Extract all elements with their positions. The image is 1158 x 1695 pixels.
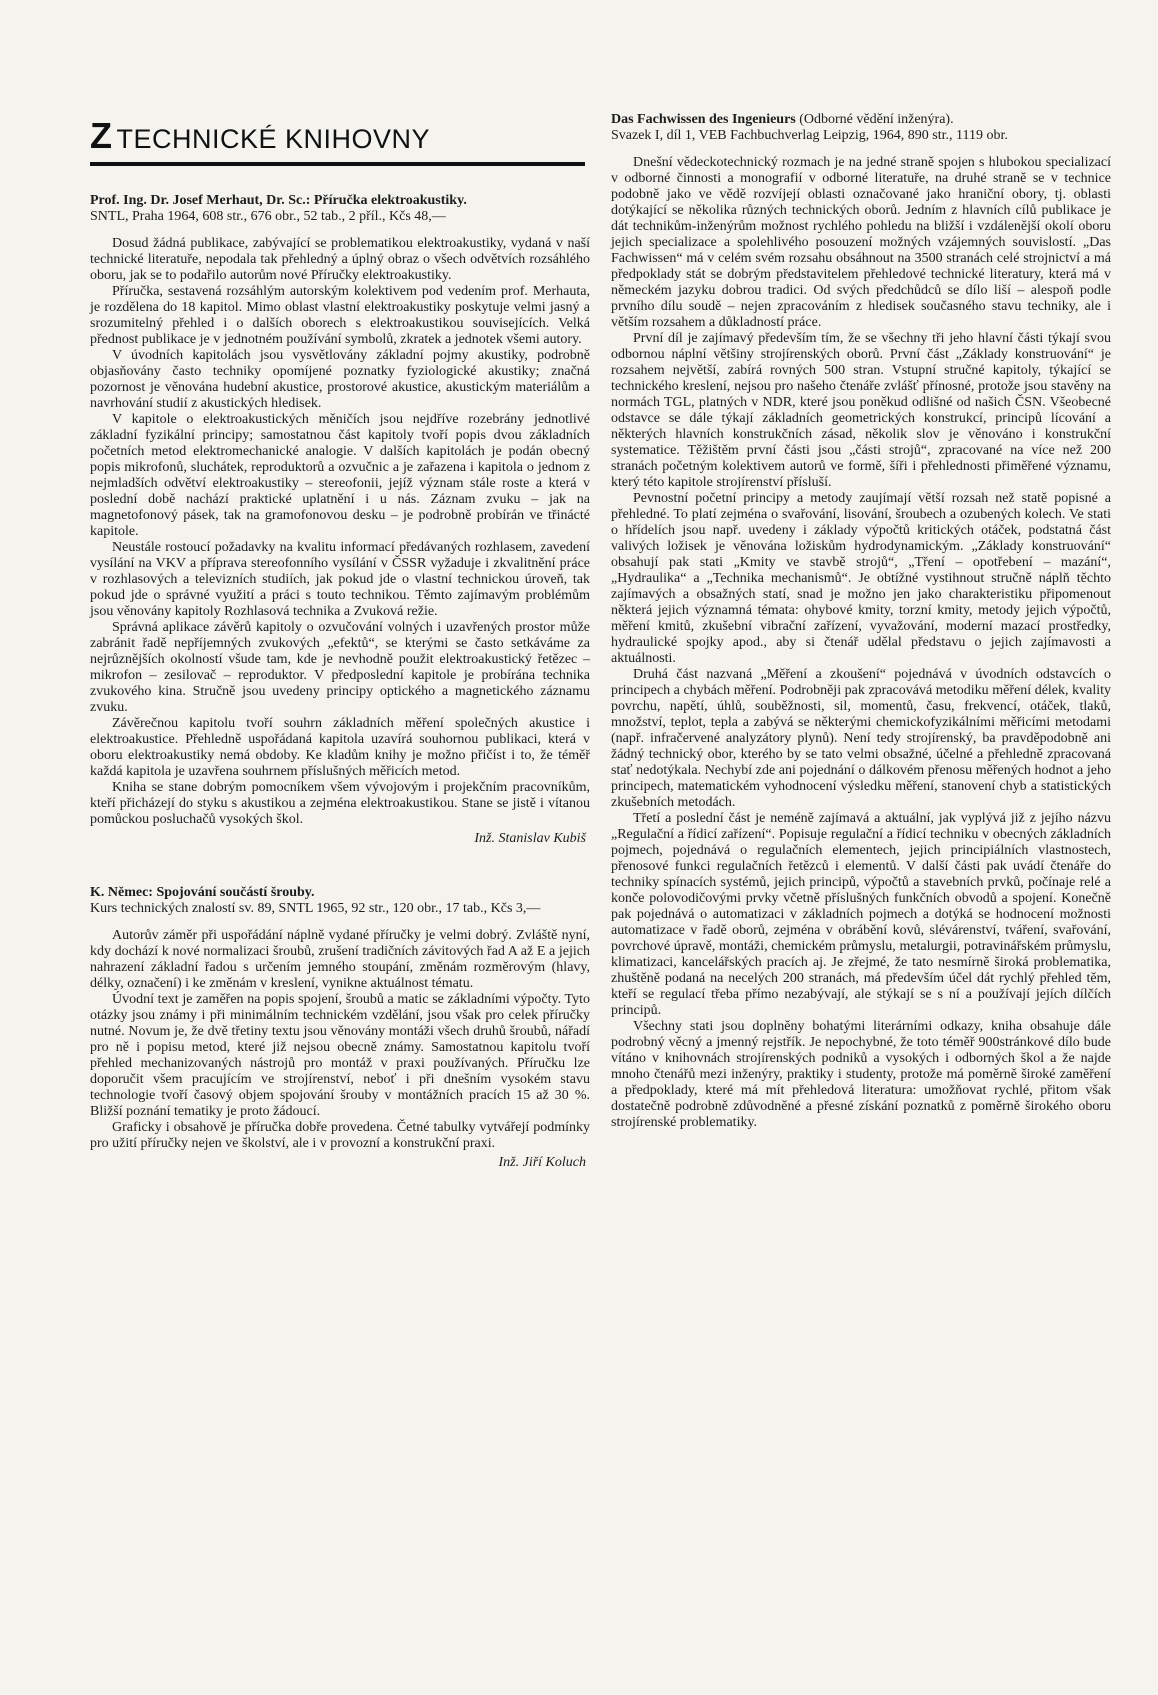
paragraph: První díl je zajímavý především tím, že se všechny tři jeho hlavní části týkají svou odbornou náplní většiny strojírenských oborů. První část „Základy konstruování“ je rozsahem největší, zabírá rovných 500 stran. Vstupní stručné kapitoly, týkající se technického kreslení, nejsou pro našeho čtenáře zvlášť přínosné, protože jsou stavěny na normách TGL, platných v NDR, které jsou poněkud odlišné od našich ČSN. Všeobecné odstavce se dále týkají základních geometrických konstrukcí, principů lícování a některých hlavních konstrukčních zásad, několik slov je věnováno i konstrukční systematice. Těžištěm první části jsou „části strojů“, zpracované na více než 200 stranách početným kolektivem autorů ve formě, šíři i přehlednosti přiměřené významu, který této kapitole strojírenství přísluší.: [611, 331, 1111, 490]
book-title-translation: (Odborné vědění inženýra).: [795, 112, 954, 127]
right-column-body: [611, 112, 1111, 1131]
paragraph: Graficky i obsahově je příručka dobře provedena. Četné tabulky vytvářejí podmínky pro užití příručky nejen ve školství, ale i v provozní a konstrukční praxi.: [90, 1120, 590, 1151]
paragraph: Dosud žádná publikace, zabývající se problematikou elektroakustiky, vydaná v naší technické literatuře, nepodala tak přehledný a úplný obraz o všech odvětvích rozsáhlého oboru, jak se to podařilo autorům nové Příručky elektroakustiky.: [90, 236, 590, 283]
paragraph: Příručka, sestavená rozsáhlým autorským kolektivem pod vedením prof. Merhauta, je rozdělena do 18 kapitol. Mimo oblast vlastní elektroakustiky poskytuje velmi jasný a srozumitelný přehled i o dalších oborech s elektroakustikou souvisejících. Velká přednost publikace je v jednotném používání symbolů, zkratek a jednotek všemi autory.: [90, 284, 590, 347]
book-details: Kurs technických znalostí sv. 89, SNTL 1965, 92 str., 120 obr., 17 tab., Kčs 3,—: [90, 901, 541, 916]
paragraph: Správná aplikace závěrů kapitoly o ozvučování volných i uzavřených prostor může zabránit řadě nepříjemných zvukových „efektů“, se kterými se často setkáváme za nejrůznějších okolností všude tam, kde je nevhodně použit elektroakustický řetězec – mikrofon – zesilovač – reproduktor. V předposlední kapitole je probírána technika zvukového kina. Stručně jsou uvedeny principy optického a magnetického záznamu zvuku.: [90, 620, 590, 715]
paragraph: Neustále rostoucí požadavky na kvalitu informací předávaných rozhlasem, zavedení vysílání na VKV a příprava stereofonního vysílání v ČSSR vyžaduje i zkvalitnění práce v rozhlasových a televizních studiích, jak pokud jde o vlastní technickou úroveň, tak pokud jde o správné využití a práci s touto technikou. Těmto zajímavým problémům jsou věnovány kapitoly Rozhlasová technika a Zvuková režie.: [90, 540, 590, 619]
paragraph: Úvodní text je zaměřen na popis spojení, šroubů a matic se základními výpočty. Tyto otázky jsou známy i při minimálním technickém vzdělání, jsou však pro celek příručky nutné. Novum je, že dvě třetiny textu jsou věnovány montáži všech druhů šroubů, nářadí pro ně i popisu metod, které již nejsou obecně známy. Samostatnou kapitolu tvoří přehled mechanizovaných nástrojů pro montáž v praxi používaných. Příručku lze doporučit všem pracujícím ve strojírenství, neboť i při dnešním vysokém stavu technologie tvoří časový objem spojování šrouby v montážních pracích 15 až 30 %. Bližší poznání tematiky je proto žádoucí.: [90, 992, 590, 1119]
paragraph: V úvodních kapitolách jsou vysvětlovány základní pojmy akustiky, podrobně objasňovány často techniky opomíjené poznatky fyziologické akustiky; značná pozornost je věnována hudební akustice, prostorové akustice, akustickým materiálům a navrhování studií z akustických hledisek.: [90, 348, 590, 411]
paragraph: Třetí a poslední část je neméně zajímavá a aktuální, jak vyplývá již z jejího názvu „Regulační a řídicí zařízení“. Popisuje regulační a řídicí techniku v obecných základních pojmech, pojednává o regulačních elementech, jejich principiálních vlastnostech, přenosové funkci regulačních řetězců i elementů. V další části pak uvádí čtenáře do techniky spínacích systémů, jejich principů, výpočtů a stavebních prvků, počínaje relé a konče polovodičovými prvky včetně příslušných funkčních obvodů a spojení. Konečně pak pojednává o automatizaci v základních pojmech a dotýká se hodnocení možnosti automatizace v řadě oborů, zejména v obrábění kovů, slévárenství, tváření, svařování, povrchové úpravě, montáži, chemickém průmyslu, metalurgii, potravinářském průmyslu, klimatizaci, kancelářských pracích aj. Je zřejmé, že tato nesmírně široká problematika, zhuštěně podaná na necelých 200 stranách, má především účel dát rychlý přehled těm, kteří se regulací třeba přímo nezabývají, ale stýkají se s ní a používají jejích dílčích principů.: [611, 811, 1111, 1018]
paragraph: V kapitole o elektroakustických měničích jsou nejdříve rozebrány jednotlivé základní fyzikální principy; samostatnou část kapitoly tvoří popis dvou základních početních metod elektromechanické analogie. V dalších kapitolách je podán obecný popis mikrofonů, sluchátek, reproduktorů a ozvučnic a je zařazena i kapitola o jednom z nejmladších odvětví elektroakustiky – stereofonii, jejíž význam stále roste a která v poslední době nachází praktické uplatnění i u nás. Záznam zvuku – jak na magnetofonový pásek, tak na gramofonovou desku – je podrobně probírán ve třinácté kapitole.: [90, 412, 590, 539]
review-heading: [90, 885, 590, 917]
left-column-body: [90, 193, 590, 1171]
paragraph: Druhá část nazvaná „Měření a zkoušení“ pojednává v úvodních odstavcích o principech a chybách měření. Podrobněji pak zpracovává metodiku měření délek, kvality povrchu, napětí, úhlů, souběžnosti, sil, momentů, času, frekvencí, otáček, tlaků, množství, teplot, tepla a zabývá se některými chemickofyzikálními měřicími metodami (např. infračervené analyzátory plynů). Není tedy strojírenský, ba pravděpodobně ani žádný technický obor, kterého by se tato velmi obsažné, účelné a přehledně zpracovaná stať nedotýkala. Nechybí zde ani pojednání o dálkovém přenosu měřených hodnot a jeho principech, matematickém vyhodnocení výsledku měření, stanovení chyb a statistických zkušebních metodách.: [611, 667, 1111, 810]
reviewer-signature: Inž. Jiří Koluch: [498, 1155, 586, 1170]
section-title: TECHNICKÉ KNIHOVNY: [116, 124, 431, 154]
section-heading: [90, 115, 590, 156]
heading-rule: [90, 162, 585, 166]
paragraph: Závěrečnou kapitolu tvoří souhrn základních měření společných akustice i elektroakustice. Přehledně uspořádaná kapitola uzavírá souhornou publikaci, která v oboru elektroakustiky nemá obdoby. Ke kladům knihy je možno přičíst i to, že téměř každá kapitola je uzavřena souhrnem příslušných měřicích metod.: [90, 716, 590, 779]
paragraph: Všechny stati jsou doplněny bohatými literárními odkazy, kniha obsahuje dále podrobný věcný a jmenný rejstřík. Je nepochybné, že toto téměř 900stránkové dílo bude vítáno v knihovnách strojírenských podniků a vysokých i odborných škol a že najde mnoho čtenářů mezi inženýry, praktiky i studenty, protože má poměrně široké zaměření a předpoklady, které má mít přehledová literatura: umožňovat rychlé, přitom však dostatečně podrobně zdůvodněné a přesné získání poznatků z poměrně širokého oboru strojírenské problematiky.: [611, 1019, 1111, 1130]
book-details: Svazek I, díl 1, VEB Fachbuchverlag Leipzig, 1964, 890 str., 1119 obr.: [611, 128, 1008, 143]
paragraph: Autorův záměr při uspořádání náplně vydané příručky je velmi dobrý. Zvláště nyní, kdy dochází k nové normalizaci šroubů, zrušení tradičních závitových řad A až E a jejich nahrazení základní řadou s určením jemného stoupání, změnám rozměrovým (hlavy, délky, označení) i ke změnám v kreslení, vynikne aktuálnost tématu.: [90, 928, 590, 991]
paragraph: Kniha se stane dobrým pomocníkem všem vývojovým i projekčním pracovníkům, kteří přicházejí do styku s akustikou a zejména elektroakustikou. Stane se jistě i vítanou pomůckou posluchačů vysokých škol.: [90, 780, 590, 827]
book-title: K. Němec: Spojování součástí šrouby.: [90, 885, 315, 900]
book-details: SNTL, Praha 1964, 608 str., 676 obr., 52 tab., 2 příl., Kčs 48,—: [90, 209, 446, 224]
review-text: [90, 236, 590, 828]
review-electroacoustics: [90, 193, 590, 847]
book-title: Das Fachwissen des Ingenieurs: [611, 112, 796, 127]
review-screw-joints: [90, 885, 590, 1171]
reviewer-signature: Inž. Stanislav Kubiš: [474, 831, 586, 846]
paragraph: Dnešní vědeckotechnický rozmach je na jedné straně spojen s hlubokou specializací v odborné činnosti a monografií v odborné literatuře, na druhé straně se v technice podobně jako ve vědě rozvíjejí oblasti označované jako hraniční obory, tj. oblasti dotýkající se několika různých technických oborů. Jedním z hlavních cílů publikace je dát technikům-inženýrům možnost rychlého pohledu na bližší i vzdálenější okolí oboru jejich specializace a spolehlivého posouzení možných vzájemných souvislostí. „Das Fachwissen“ má v celém svém rozsahu obsáhnout na 3500 stranách celé strojnictví a má předpoklady stát se dobrým představitelem přehledové technické literatury, která má v německém jazyku dobrou tradici. Od svých předchůdců se dílo liší – alespoň podle prvního dílu soudě – nejen zpracováním z hledisek současného stavu techniky, ale i větším rozsahem a důkladností práce.: [611, 155, 1111, 330]
book-title: Prof. Ing. Dr. Josef Merhaut, Dr. Sc.: Příručka elektroakustiky.: [90, 193, 467, 208]
paragraph: Pevnostní početní principy a metody zaujímají větší rozsah než statě popisné a přehledné. To platí zejména o svařování, lisování, šroubech a ozubených kolech. Ve stati o hřídelích jsou např. uvedeny i základy výpočtů kritických otáček, podstatná část valivých ložisek je věnována ložiskům hydrodynamickým. „Základy konstruování“ obsahují pak stati „Kmity ve stavbě strojů“, „Tření – opotřebení – mazání“, „Hydraulika“ a „Technika mechanismů“. Je obtížné vystihnout stručně náplň těchto zajímavých a obsažných statí, snad je možno jen jako charakteristiku připomenout některá jejich významná témata: ohybové kmity, torzní kmity, metody jejich výpočtů, měření kmitů, zkušební vibrační zařízení, vyvažování, moderní mazací prostředky, hydraulické spojky apod., aby si čtenář udělal představu o jejich zajímavosti a aktuálnosti.: [611, 491, 1111, 666]
section-letter: Z: [90, 115, 113, 156]
review-fachwissen: [611, 112, 1111, 1131]
section-gap: [90, 847, 590, 885]
review-heading: [90, 193, 590, 225]
section-header: [90, 115, 590, 166]
review-heading: [611, 112, 1111, 144]
review-text: [611, 155, 1111, 1131]
review-text: [90, 928, 590, 1152]
